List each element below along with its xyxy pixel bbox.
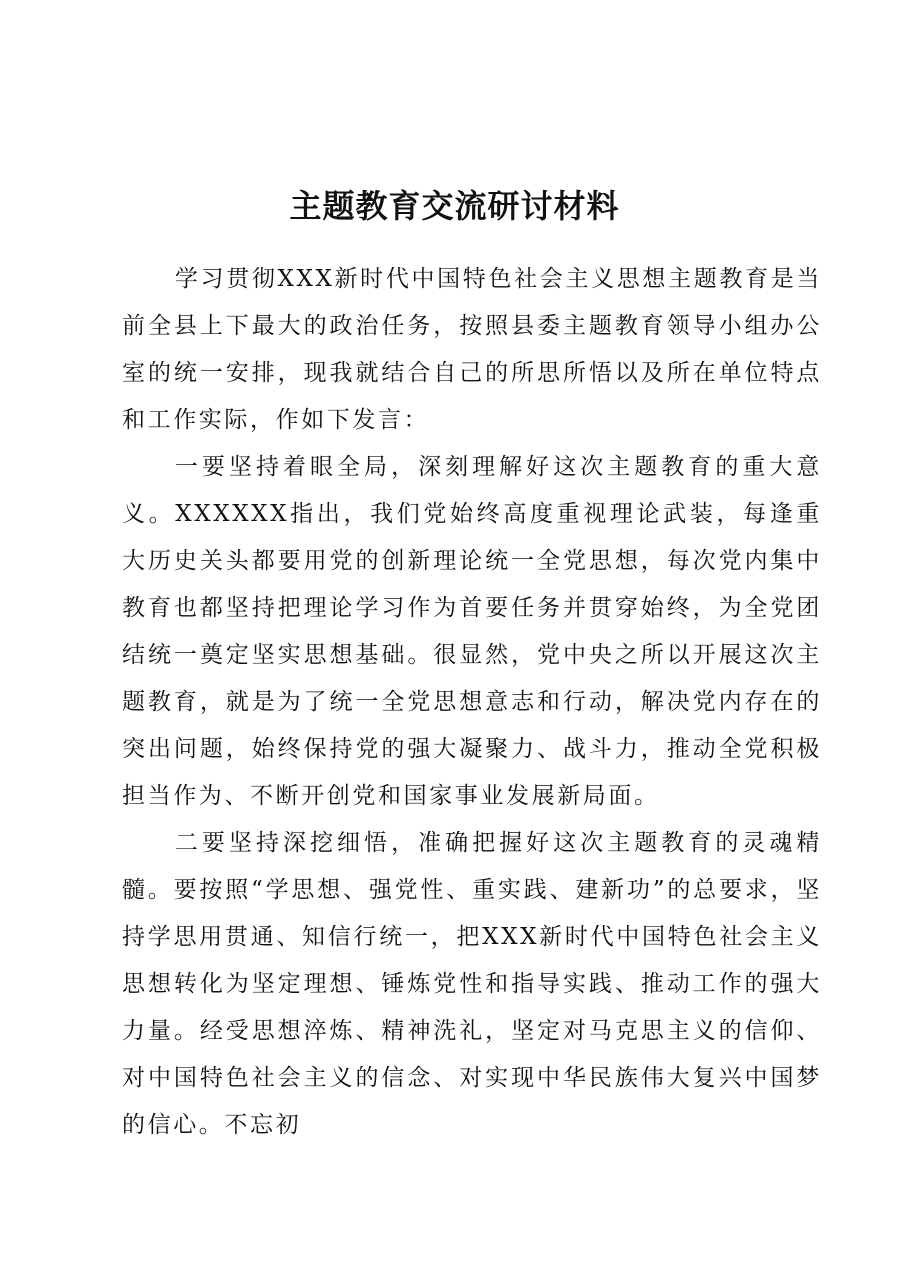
paragraph-point-one: 一要坚持着眼全局，深刻理解好这次主题教育的重大意义。XXXXXX指出，我们党始终高度重视理论武装，每逢重大历史关头都要用党的创新理论统一全党思想，每次党内集中教育也都坚持把理论学习作为首要任务并贯穿始终，为全党团结统一奠定坚实思想基础。很显然，党中央之所以开展这次主题教育，就是为了统一全党思想意志和行动，解决党内存在的突出问题，始终保持党的强大凝聚力、战斗力，推动全党积极担当作为、不断开创党和国家事业发展新局面。 — [122, 454, 822, 809]
document-body — [122, 256, 822, 1149]
paragraph-intro: 学习贯彻XXX新时代中国特色社会主义思想主题教育是当前全县上下最大的政治任务，按照县委主题教育领导小组办公室的统一安排，现我就结合自己的所思所悟以及所在单位特点和工作实际，作如下发言： — [122, 266, 822, 433]
paragraph-point-two: 二要坚持深挖细悟，准确把握好这次主题教育的灵魂精髓。要按照“学思想、强党性、重实践、建新功”的总要求，坚持学思用贯通、知信行统一，把XXX新时代中国特色社会主义思想转化为坚定理想、锤炼党性和指导实践、推动工作的强大力量。经受思想淬炼、精神洗礼，坚定对马克思主义的信仰、对中国特色社会主义的信念、对实现中华民族伟大复兴中国梦的信心。不忘初 — [122, 830, 822, 1138]
document-title: 主题教育交流研讨材料 — [289, 187, 620, 225]
